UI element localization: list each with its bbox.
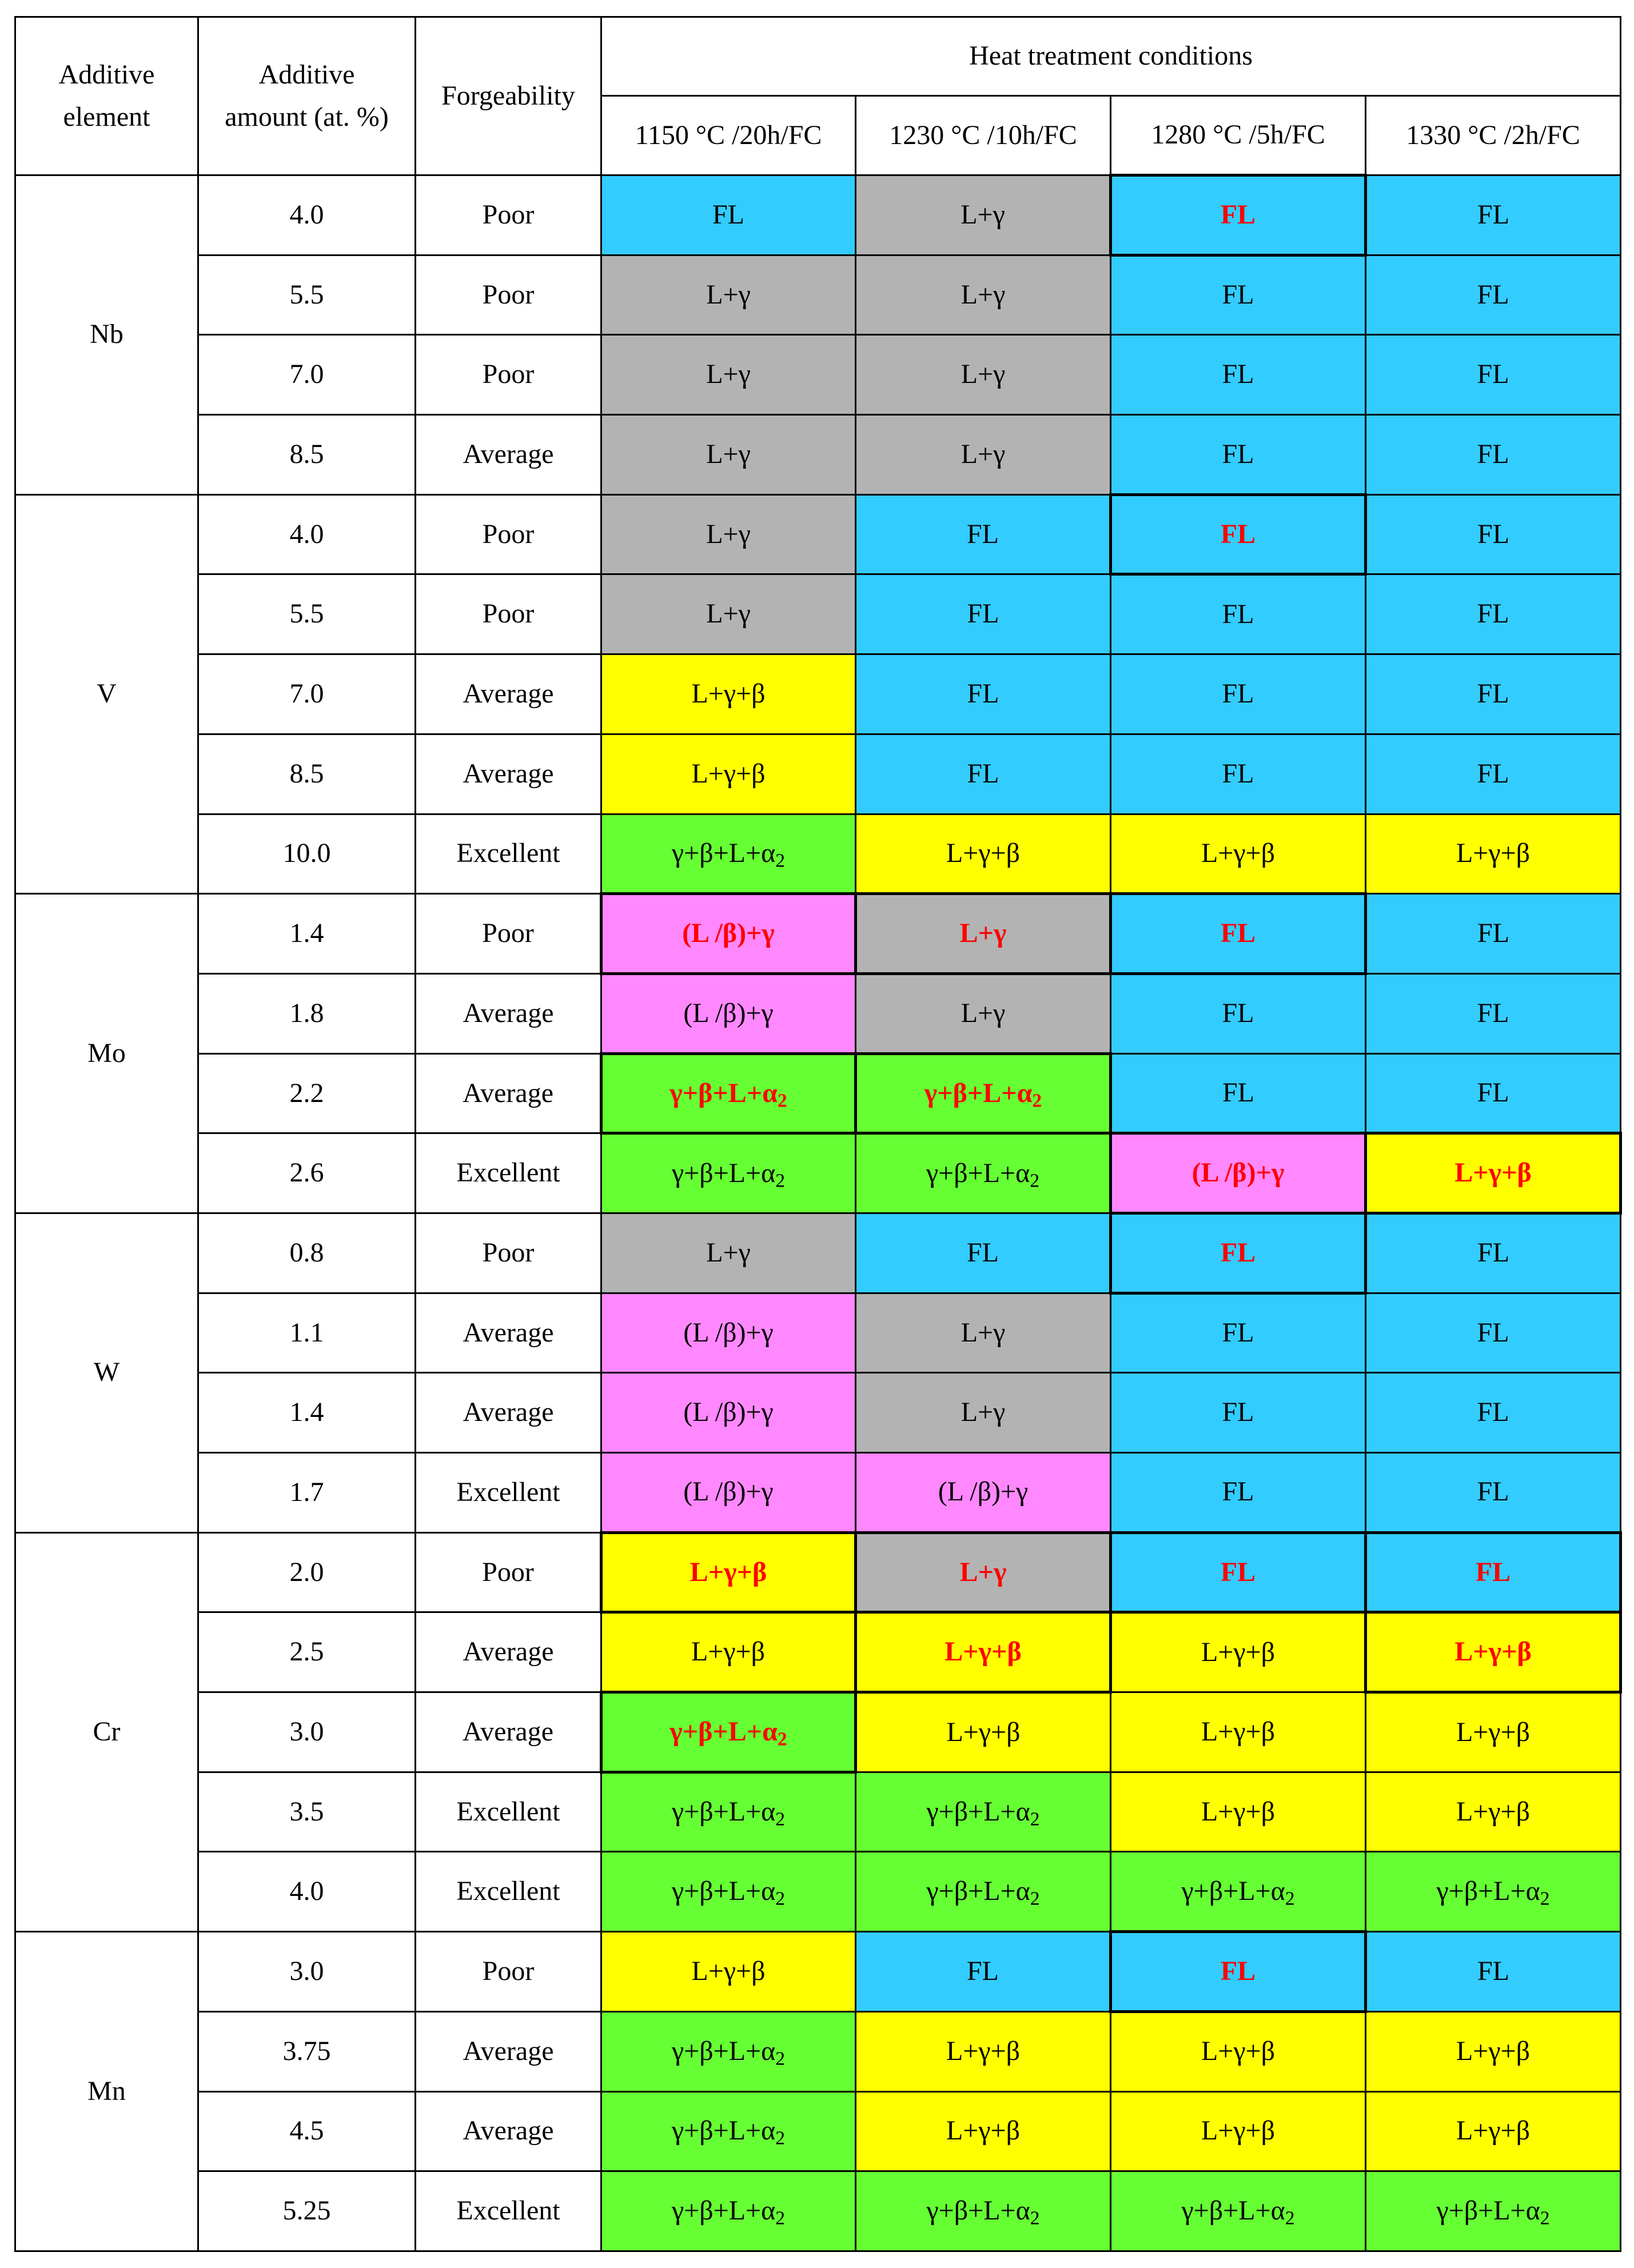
phase-cell: FL [856,494,1111,574]
phase-cell: FL [1366,734,1621,814]
phase-cell: (L /β)+γ [1111,1133,1366,1213]
phase-cell: FL [1111,494,1366,574]
table-row [15,1293,1621,1373]
phase-cell: L+γ+β [856,1692,1111,1772]
phase-cell: FL [1366,415,1621,495]
heat-treatment-table [14,16,1622,2252]
phase-cell: FL [1111,734,1366,814]
phase-cell: FL [856,654,1111,734]
phase-cell: FL [1111,973,1366,1053]
forgeability-cell: Average [416,415,601,495]
table-row [15,1532,1621,1612]
header-condition-2: 1230 °C /10h/FC [856,96,1111,175]
header-forgeability: Forgeability [416,17,601,175]
table-row [15,894,1621,974]
phase-cell: (L /β)+γ [856,1453,1111,1533]
phase-cell: L+γ [601,1213,856,1293]
phase-cell: FL [1111,1932,1366,2012]
forgeability-cell: Poor [416,1532,601,1612]
forgeability-cell: Poor [416,255,601,335]
table-row [15,1932,1621,2012]
table-row [15,175,1621,255]
forgeability-cell: Poor [416,574,601,654]
phase-cell: L+γ [601,574,856,654]
phase-cell: FL [856,1932,1111,2012]
table-row [15,415,1621,495]
additive-amount-cell: 1.7 [198,1453,416,1533]
table-row [15,654,1621,734]
phase-cell: $\gamma+\beta+L+\alpha_2$ [856,2171,1111,2251]
header-condition-4: 1330 °C /2h/FC [1366,96,1621,175]
additive-amount-cell: 0.8 [198,1213,416,1293]
phase-cell: L+γ [856,175,1111,255]
additive-element-cell: Nb [15,175,198,495]
additive-amount-cell: 3.75 [198,2011,416,2091]
additive-amount-cell: 7.0 [198,335,416,415]
phase-cell: (L /β)+γ [601,973,856,1053]
phase-cell: FL [856,734,1111,814]
phase-cell: FL [1366,574,1621,654]
forgeability-cell: Average [416,1612,601,1692]
additive-amount-cell: 8.5 [198,734,416,814]
additive-element-cell: Mo [15,894,198,1213]
phase-cell: $\gamma+\beta+L+\alpha_2$ [601,1053,856,1133]
phase-cell: (L /β)+γ [601,1293,856,1373]
phase-cell: FL [1366,1213,1621,1293]
additive-amount-cell: 3.5 [198,1772,416,1852]
phase-cell: FL [1111,175,1366,255]
table-row [15,1053,1621,1133]
phase-cell: L+γ [856,973,1111,1053]
subscript-2: 2 [775,2048,786,2070]
header-heat-treatment-conditions: Heat treatment conditions [601,17,1621,96]
forgeability-cell: Poor [416,894,601,974]
table-row [15,494,1621,574]
additive-amount-cell: 2.2 [198,1053,416,1133]
subscript-2: 2 [775,1888,786,1910]
forgeability-cell: Average [416,1293,601,1373]
phase-cell: L+γ+β [856,2011,1111,2091]
additive-amount-cell: 1.4 [198,894,416,974]
phase-cell: L+γ [601,415,856,495]
additive-amount-cell: 4.5 [198,2091,416,2171]
forgeability-cell: Excellent [416,1772,601,1852]
additive-amount-cell: 4.0 [198,494,416,574]
subscript-2: 2 [1285,1888,1295,1910]
table-row [15,1373,1621,1453]
phase-cell: L+γ+β [601,654,856,734]
phase-cell: $\gamma+\beta+L+\alpha_2$ [601,1852,856,1932]
phase-cell: L+γ [856,415,1111,495]
phase-cell: FL [1111,1293,1366,1373]
additive-element-cell: W [15,1213,198,1532]
additive-amount-cell: 1.8 [198,973,416,1053]
phase-cell: $\gamma+\beta+L+\alpha_2$ [601,1772,856,1852]
subscript-2: 2 [775,2207,786,2229]
forgeability-cell: Excellent [416,814,601,894]
forgeability-cell: Average [416,2091,601,2171]
phase-cell: L+γ+β [1366,1133,1621,1213]
additive-amount-cell: 1.1 [198,1293,416,1373]
phase-cell: FL [1111,654,1366,734]
phase-cell: FL [1111,415,1366,495]
header-additive-amount: Additive amount (at. %) [198,17,416,175]
table-row [15,1453,1621,1533]
additive-amount-cell: 2.6 [198,1133,416,1213]
phase-cell: L+γ+β [1366,1612,1621,1692]
subscript-2: 2 [775,2127,786,2149]
phase-cell: FL [856,1213,1111,1293]
phase-cell: L+γ [601,494,856,574]
phase-cell: L+γ [856,1373,1111,1453]
header-condition-1: 1150 °C /20h/FC [601,96,856,175]
phase-cell: $\gamma+\beta+L+\alpha_2$ [1366,1852,1621,1932]
phase-cell: FL [1366,255,1621,335]
subscript-2: 2 [1285,2207,1295,2229]
table-row [15,973,1621,1053]
forgeability-cell: Average [416,1373,601,1453]
phase-cell: FL [601,175,856,255]
phase-cell: FL [1366,1373,1621,1453]
table-body [15,175,1621,2251]
phase-cell: $\gamma+\beta+L+\alpha_2$ [1111,2171,1366,2251]
header-condition-3: 1280 °C /5h/FC [1111,96,1366,175]
forgeability-cell: Poor [416,175,601,255]
subscript-2: 2 [775,850,786,872]
phase-cell: L+γ+β [1111,1612,1366,1692]
phase-cell: FL [1366,894,1621,974]
phase-cell: L+γ [856,894,1111,974]
table-row [15,1612,1621,1692]
phase-cell: FL [1366,175,1621,255]
additive-amount-cell: 1.4 [198,1373,416,1453]
additive-element-cell: Cr [15,1532,198,1931]
phase-cell: FL [856,574,1111,654]
phase-cell: $\gamma+\beta+L+\alpha_2$ [1366,2171,1621,2251]
table-row [15,1772,1621,1852]
phase-cell: FL [1111,1053,1366,1133]
table-row [15,1852,1621,1932]
additive-amount-cell: 4.0 [198,175,416,255]
forgeability-cell: Poor [416,1932,601,2012]
phase-cell: FL [1366,1053,1621,1133]
forgeability-cell: Average [416,654,601,734]
subscript-2: 2 [1540,2207,1550,2229]
phase-cell: $\gamma+\beta+L+\alpha_2$ [856,1852,1111,1932]
phase-cell: FL [1111,1373,1366,1453]
additive-amount-cell: 5.5 [198,255,416,335]
phase-cell: FL [1111,894,1366,974]
additive-element-cell: V [15,494,198,893]
table-row [15,574,1621,654]
forgeability-cell: Poor [416,1213,601,1293]
phase-cell: L+γ [856,1293,1111,1373]
additive-amount-cell: 3.0 [198,1692,416,1772]
phase-cell: L+γ+β [1366,2091,1621,2171]
subscript-2: 2 [1032,1089,1042,1111]
phase-cell: FL [1111,255,1366,335]
additive-amount-cell: 4.0 [198,1852,416,1932]
table-row [15,734,1621,814]
additive-amount-cell: 5.25 [198,2171,416,2251]
table-row [15,2091,1621,2171]
phase-cell: L+γ [856,335,1111,415]
forgeability-cell: Average [416,734,601,814]
phase-cell: L+γ+β [1366,1692,1621,1772]
table-row [15,1133,1621,1213]
additive-amount-cell: 3.0 [198,1932,416,2012]
phase-cell: L+γ+β [601,1532,856,1612]
forgeability-cell: Excellent [416,1453,601,1533]
table-row [15,2171,1621,2251]
phase-cell: $\gamma+\beta+L+\alpha_2$ [856,1133,1111,1213]
phase-cell: L+γ [601,255,856,335]
phase-cell: L+γ+β [1366,814,1621,894]
phase-cell: $\gamma+\beta+L+\alpha_2$ [601,1692,856,1772]
phase-cell: L+γ+β [1366,2011,1621,2091]
forgeability-cell: Average [416,973,601,1053]
phase-cell: L+γ+β [1111,2091,1366,2171]
forgeability-cell: Excellent [416,1852,601,1932]
subscript-2: 2 [1030,2207,1040,2229]
table-row [15,814,1621,894]
phase-cell: (L /β)+γ [601,1453,856,1533]
phase-cell: $\gamma+\beta+L+\alpha_2$ [601,2011,856,2091]
phase-cell: $\gamma+\beta+L+\alpha_2$ [601,814,856,894]
table-row [15,1692,1621,1772]
phase-cell: $\gamma+\beta+L+\alpha_2$ [601,2171,856,2251]
header-additive-element: Additive element [15,17,198,175]
phase-cell: FL [1366,654,1621,734]
phase-cell: L+γ [856,255,1111,335]
phase-cell: FL [1111,1213,1366,1293]
phase-cell: FL [1111,335,1366,415]
subscript-2: 2 [777,1728,787,1750]
phase-cell: L+γ+β [1366,1772,1621,1852]
forgeability-cell: Excellent [416,1133,601,1213]
phase-cell: L+γ+β [601,1612,856,1692]
phase-cell: L+γ+β [601,1932,856,2012]
additive-amount-cell: 2.0 [198,1532,416,1612]
phase-cell: FL [1111,1532,1366,1612]
phase-cell: FL [1366,494,1621,574]
phase-cell: FL [1366,335,1621,415]
subscript-2: 2 [1540,1888,1550,1910]
phase-cell: (L /β)+γ [601,894,856,974]
table-row [15,2011,1621,2091]
phase-cell: L+γ+β [1111,814,1366,894]
table-row [15,255,1621,335]
phase-cell: FL [1366,1932,1621,2012]
phase-cell: FL [1366,1453,1621,1533]
phase-cell: L+γ+β [1111,2011,1366,2091]
phase-cell: $\gamma+\beta+L+\alpha_2$ [856,1772,1111,1852]
phase-cell: $\gamma+\beta+L+\alpha_2$ [601,2091,856,2171]
subscript-2: 2 [1030,1808,1040,1830]
phase-cell: FL [1366,973,1621,1053]
phase-cell: (L /β)+γ [601,1373,856,1453]
forgeability-cell: Average [416,2011,601,2091]
phase-cell: FL [1111,1453,1366,1533]
table-row [15,335,1621,415]
phase-cell: $\gamma+\beta+L+\alpha_2$ [856,1053,1111,1133]
additive-element-cell: Mn [15,1932,198,2251]
forgeability-cell: Average [416,1692,601,1772]
additive-amount-cell: 2.5 [198,1612,416,1692]
table-row [15,1213,1621,1293]
phase-cell: L+γ+β [1111,1692,1366,1772]
forgeability-cell: Average [416,1053,601,1133]
forgeability-cell: Excellent [416,2171,601,2251]
forgeability-cell: Poor [416,335,601,415]
subscript-2: 2 [777,1089,787,1111]
phase-cell: FL [1366,1532,1621,1612]
phase-cell: $\gamma+\beta+L+\alpha_2$ [601,1133,856,1213]
table-header [15,17,1621,175]
subscript-2: 2 [1030,1888,1040,1910]
additive-amount-cell: 8.5 [198,415,416,495]
phase-cell: L+γ [856,1532,1111,1612]
subscript-2: 2 [1030,1170,1040,1192]
subscript-2: 2 [775,1808,786,1830]
phase-cell: L+γ+β [601,734,856,814]
phase-cell: L+γ [601,335,856,415]
phase-cell: L+γ+β [1111,1772,1366,1852]
phase-cell: $\gamma+\beta+L+\alpha_2$ [1111,1852,1366,1932]
phase-cell: FL [1111,574,1366,654]
subscript-2: 2 [775,1170,786,1192]
phase-cell: L+γ+β [856,814,1111,894]
additive-amount-cell: 7.0 [198,654,416,734]
forgeability-cell: Poor [416,494,601,574]
phase-cell: L+γ+β [856,1612,1111,1692]
additive-amount-cell: 10.0 [198,814,416,894]
phase-cell: FL [1366,1293,1621,1373]
phase-cell: L+γ+β [856,2091,1111,2171]
additive-amount-cell: 5.5 [198,574,416,654]
